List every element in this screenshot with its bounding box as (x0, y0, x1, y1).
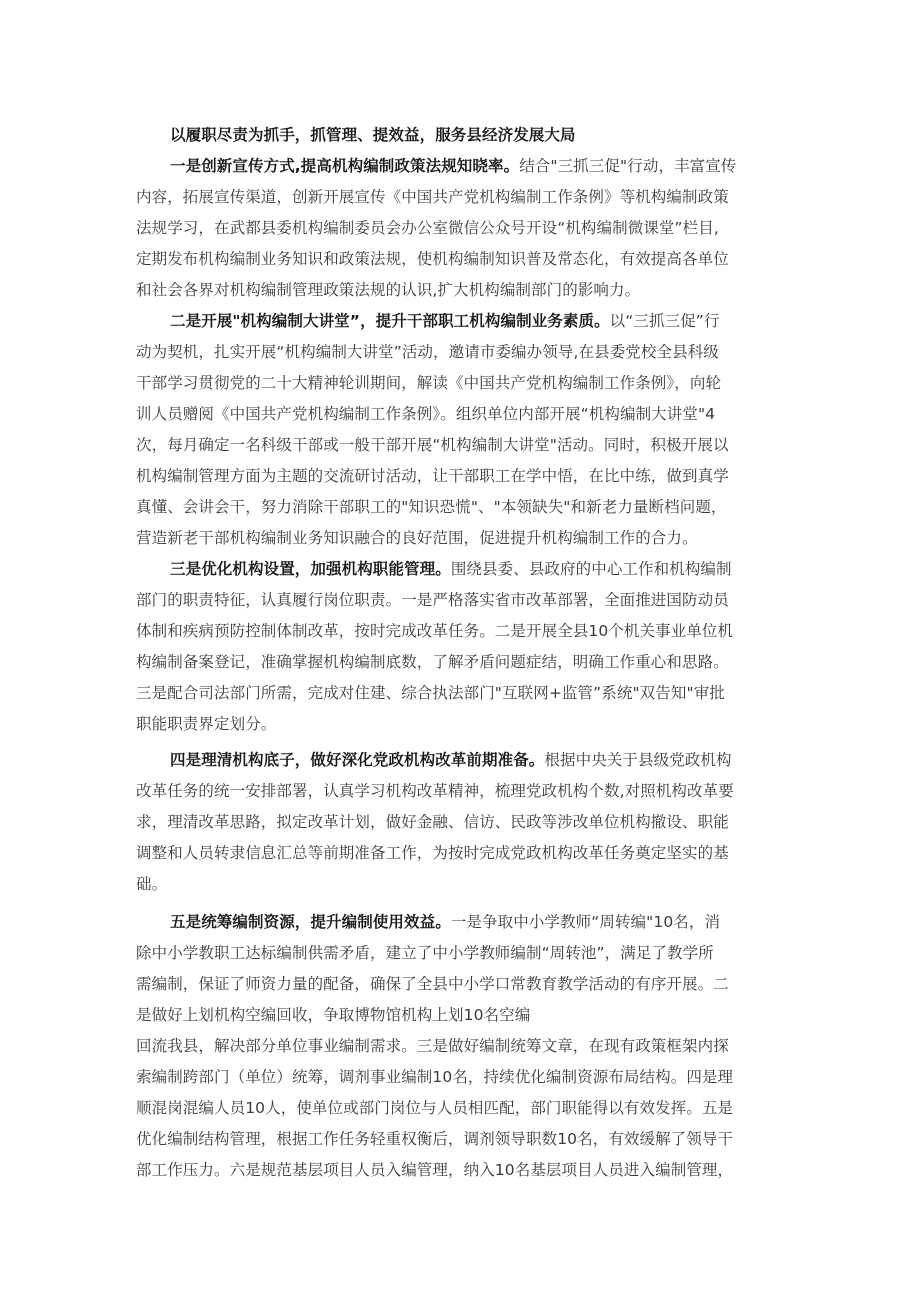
paragraph-5-first-line (170, 907, 796, 938)
paragraph-5-line: 索编制跨部门（单位）统筹，调剂事业编制10名，持续优化编制资源布局结构。四是理 (136, 1068, 734, 1086)
paragraph-5-line: 除中小学教职工达标编制供需矛盾，建立了中小学教师编制“周转池”，满足了教学所 (136, 944, 714, 962)
paragraph-2-line: 干部学习贯彻党的二十大精神轮训期间，解读《中国共产党机构编制工作条例》，向轮 (136, 374, 722, 392)
paragraph-2-line: 营造新老干部机构编制业务知识融合的良好范围，促进提升机构编制工作的合力。 (136, 529, 698, 547)
paragraph-3-line: 职能职责界定划分。 (136, 715, 277, 733)
paragraph-3-first-line (170, 554, 796, 585)
paragraph-1-lead: 一是创新宣传方式,提高机构编制政策法规知晓率。 (170, 157, 520, 175)
paragraph-4-line: 调整和人员转隶信息汇总等前期准备工作，为按时完成党政机构改革任务奠定坚实的基 (136, 844, 729, 862)
paragraph-5-line: 是做好上划机构空编回收，争取博物馆机构上划10名空编 (136, 1006, 531, 1024)
paragraph-1-line: 内容，拓展宣传渠道，创新开展宣传《中国共产党机构编制工作条例》等机构编制政策 (136, 188, 729, 206)
paragraph-5-line: 顺混岗混编人员10人，使单位或部门岗位与人员相匹配，部门职能得以有效发挥。五是 (136, 1099, 734, 1117)
paragraph-3-lead: 三是优化机构设置，加强机构职能管理。 (170, 560, 451, 578)
paragraph-2-line: 动为契机，扎实开展“机构编制大讲堂”活动，邀请市委编办领导,在县委党校全县科级 (136, 343, 719, 361)
paragraph-2-line: 真懂、会讲会干，努力消除干部职工的"知识恐慌"、"本领缺失"和新老力量断档问题， (136, 498, 727, 516)
paragraph-5-first-rest: 一是争取中小学教师“周转编"10名，消 (450, 913, 721, 931)
paragraph-2-line: 训人员赠阅《中国共产党机构编制工作条例》。组织单位内部开展“机构编制大讲堂"4 (136, 405, 716, 423)
paragraph-2-lead: 二是开展"机构编制大讲堂”，提升干部职工机构编制业务素质。 (170, 312, 610, 330)
paragraph-2-line: 机构编制管理方面为主题的交流研讨活动，让干部职工在学中悟，在比中练，做到真学 (136, 467, 729, 485)
paragraph-1-line: 和社会各界对机构编制管理政策法规的认识,扩大机构编制部门的影响力。 (136, 281, 641, 299)
paragraph-2-first-rest: 以“三抓三促”行 (609, 312, 720, 330)
section-heading: 以履职尽责为抓手，抓管理、提效益，服务县经济发展大局 (170, 126, 576, 144)
paragraph-5-line: 回流我县，解决部分单位事业编制需求。三是做好编制统筹文章，在现有政策框架内探 (136, 1037, 729, 1055)
paragraph-3-first-rest: 围绕县委、县政府的中心工作和机构编制 (450, 560, 732, 578)
paragraph-1-first-line (170, 151, 796, 182)
paragraph-5-line: 优化编制结构管理，根据工作任务轻重权衡后，调剂领导职数10名，有效缓解了领导干 (136, 1130, 734, 1148)
paragraph-4-lead: 四是理清机构底子，做好深化党政机构改革前期准备。 (170, 751, 545, 769)
paragraph-1-line: 定期发布机构编制业务知识和政策法规，使机构编制知识普及常态化，有效提高各单位 (136, 250, 729, 268)
paragraph-4-line: 改革任务的统一安排部署，认真学习机构改革精神，梳理党政机构个数,对照机构改革要 (136, 782, 734, 800)
paragraph-1-line: 法规学习，在武都县委机构编制委员会办公室微信公众号开设“机构编制微课堂”栏目, (136, 219, 719, 237)
paragraph-5-lead: 五是统筹编制资源，提升编制使用效益。 (170, 913, 451, 931)
paragraph-4-first-rest: 根据中央关于县级党政机构 (544, 751, 732, 769)
paragraph-2-line: 次，每月确定一名科级干部或一般干部开展“机构编制大讲堂"活动。同时，积极开展以 (136, 436, 729, 454)
paragraph-2-first-line (170, 306, 796, 337)
paragraph-3-line: 体制和疾病预防控制体制改革，按时完成改革任务。二是开展全县10个机关事业单位机 (136, 622, 734, 640)
paragraph-5-line: 部工作压力。六是规范基层项目人员入编管理，纳入10名基层项目人员进入编制管理， (136, 1161, 734, 1179)
paragraph-3-line: 部门的职责特征，认真履行岗位职责。一是严格落实省市改革部署，全面推进国防动员 (136, 591, 729, 609)
paragraph-3-line: 构编制备案登记，准确掌握机构编制底数，了解矛盾问题症结，明确工作重心和思路。 (136, 653, 729, 671)
paragraph-5-line: 需编制，保证了师资力量的配备，确保了全县中小学口常教育教学活动的有序开展。二 (136, 975, 729, 993)
paragraph-3-line: 三是配合司法部门所需，完成对住建、综合执法部门"互联网+监管”系统"双告知"审批 (136, 684, 725, 702)
paragraph-1-first-rest: 结合"三抓三促"行动，丰富宣传 (519, 157, 737, 175)
paragraph-4-first-line (170, 745, 796, 776)
paragraph-4-line: 础。 (136, 875, 168, 893)
paragraph-4-line: 求，理清改革思路，拟定改革计划，做好金融、信访、民政等涉改单位机构撤设、职能 (136, 813, 729, 831)
